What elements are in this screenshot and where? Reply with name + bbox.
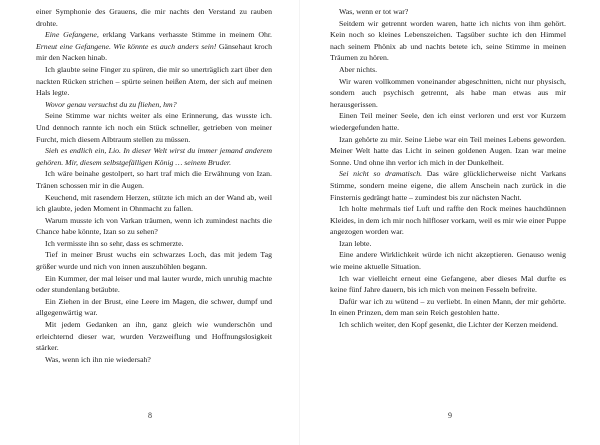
paragraph: Ein Kummer, der mal leiser und mal lauter wurde, mich unruhig machte oder stundenlang betäubte. (36, 273, 272, 295)
paragraph: Seine Stimme war nichts weiter als eine Erinnerung, das wusste ich. Und dennoch rannte ich noch ein Stück schneller, getrieben von meiner Furcht, mich diesem Albtraum stellen zu müssen. (36, 111, 272, 144)
page-number: 9 (448, 411, 452, 420)
paragraph: Seitdem wir getrennt worden waren, hatte ich nichts von ihm gehört. Kein noch so kleines Lebenszeichen. Tagsüber suchte ich den Himmel nach seinem Phönix ab und nachts betete ich, seine Stimme in meinen Träumen zu hören. (330, 18, 566, 63)
paragraph: Ich holte mehrmals tief Luft und raffte den Rock meines hauchdünnen Kleides, in dem ich mir noch hilfloser vorkam, weil es mir wie einer Puppe angezogen worden war. (330, 204, 566, 237)
paragraph: Warum musste ich von Varkan träumen, wenn ich zumindest nachts die Chance habe könnte, Izan so zu sehen? (36, 215, 272, 237)
paragraph: einer Symphonie des Grauens, die mir nachts den Verstand zu rauben drohte. (36, 7, 272, 28)
right-page-text (330, 6, 566, 331)
page-number: 8 (148, 411, 152, 420)
paragraph: Ich schlich weiter, den Kopf gesenkt, die Lichter der Kerzen meidend. (339, 320, 558, 330)
paragraph: Was, wenn er tot war? (339, 7, 409, 16)
paragraph: Wovor genau versuchst du zu fliehen, hm? (45, 99, 177, 109)
paragraph: Eine andere Wirklichkeit würde ich nicht akzeptieren. Genauso wenig wie meine aktuelle Situation. (330, 250, 566, 272)
paragraph: Ich war vielleicht erneut eine Gefangene, aber dieses Mal durfte es keine fünf Jahre dauern, bis ich mich von meinen Fesseln befreite. (330, 273, 566, 295)
right-page (300, 0, 600, 445)
paragraph: Izan lebte. (339, 238, 372, 248)
paragraph: Keuchend, mit rasendem Herzen, stützte ich mich an der Wand ab, weil ich glaubte, jeden Moment in Ohnmacht zu fallen. (36, 192, 272, 214)
left-page-text (36, 6, 272, 365)
paragraph: Aber nichts. (339, 64, 378, 74)
paragraph: Tief in meiner Brust wuchs ein schwarzes Loch, das mit jedem Tag größer wurde und nich von innen auszuhöhlen begann. (36, 250, 272, 272)
paragraph: Ich vermisste ihn so sehr, dass es schmerzte. (45, 238, 184, 248)
paragraph: Dafür war ich zu wütend – zu verliebt. In einen Mann, der mir gehörte. In einen Prinzen, dem man sein Reich gestohlen hatte. (330, 296, 566, 318)
paragraph: Eine Gefangene, erklang Varkans verhasste Stimme in meinem Ohr. Erneut eine Gefangene. Wie könnte es auch anders sein! Gänsehaut kroch mir den Nacken hinab. (36, 30, 272, 63)
paragraph: Ein Ziehen in der Brust, eine Leere im Magen, die schwer, dumpf und allgegenwärtig war. (36, 296, 272, 318)
paragraph: Was, wenn ich ihn nie wiedersah? (45, 354, 151, 364)
paragraph: Izan gehörte zu mir. Seine Liebe war ein Teil meines Lebens geworden. Meiner Welt hatte das Licht in seinen goldenen Augen. Izan war meine Sonne. Und ohne ihn verlor ich mich in der Dunkelheit. (330, 134, 566, 167)
paragraph: Sei nicht so dramatisch. Das wäre glücklicherweise nicht Varkans Stimme, sondern meine eigene, die allem Anschein nach zurück in die Finsternis gedrängt hatte – zumindest bis zur nächsten Nacht. (330, 169, 566, 202)
paragraph: Mit jedem Gedanken an ihn, ganz gleich wie wunderschön und erleichternd dieser war, wurden Verzweiflung und Hoffnungslosigkeit stärker. (36, 320, 272, 353)
paragraph: Sieh es endlich ein, Lio. In dieser Welt wirst du immer jemand anderem gehören. Mir, diesem selbstgefälligen König … seinem Bruder. (36, 146, 272, 167)
paragraph: Ich glaubte seine Finger zu spüren, die mir so unerträglich zart über den nackten Rücken strichen – spürte seinen heißen Atem, der sich auf meinen Hals legte. (36, 64, 272, 98)
paragraph: Wir waren vollkommen voneinander abgeschnitten, nicht nur physisch, sondern auch psychisch getrennt, als habe man etwas aus mir herausgerissen. (330, 76, 566, 109)
paragraph: Ich wäre beinahe gestolpert, so hart traf mich die Erwähnung von Izan. Tränen schossen mir in die Augen. (36, 169, 272, 190)
paragraph: Einen Teil meiner Seele, den ich einst verloren und erst vor Kurzem wiedergefunden hatte. (330, 111, 566, 132)
